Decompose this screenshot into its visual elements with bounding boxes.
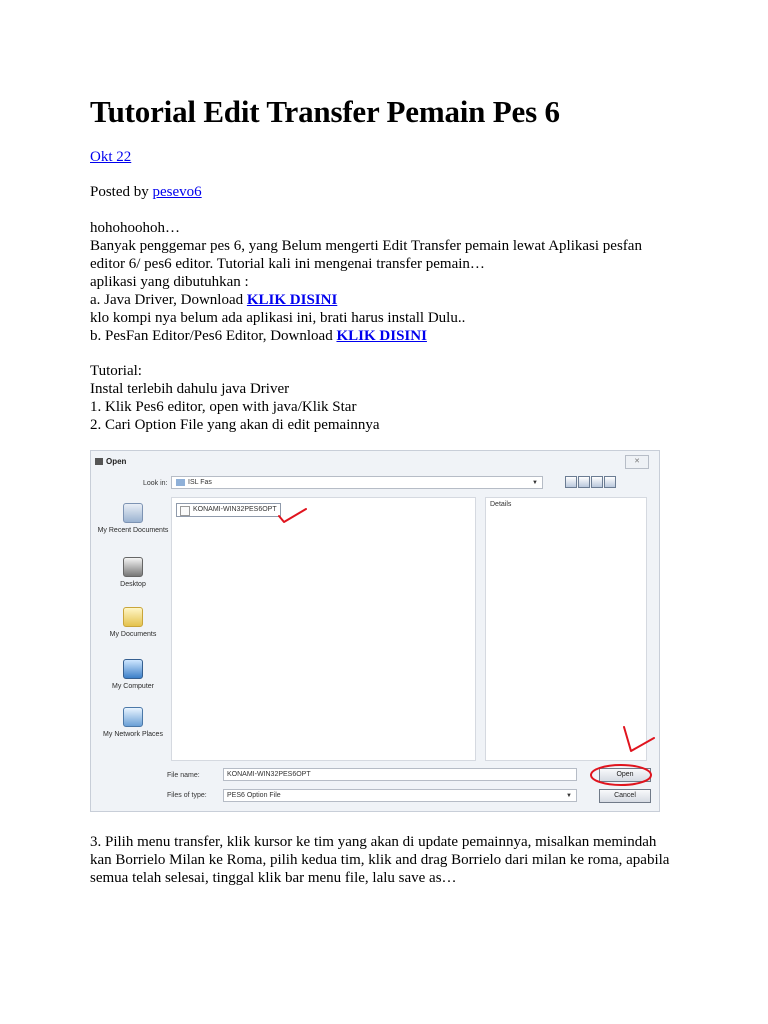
place-recent[interactable] (95, 503, 171, 535)
step3-line: semua telah selesai, tinggal klik bar menu file, lalu save as… (90, 870, 457, 886)
file-name-label: File name: (167, 772, 200, 779)
file-name-field[interactable]: KONAMI-WIN32PES6OPT (223, 768, 577, 781)
step3-line: 3. Pilih menu transfer, klik kursor ke tim yang akan di update pemainnya, misalkan memindah (90, 834, 657, 850)
file-list[interactable] (171, 497, 476, 761)
place-label: My Documents (109, 631, 157, 638)
chevron-down-icon: ▼ (566, 793, 572, 799)
files-of-type-value: PES6 Option File (227, 792, 281, 799)
recent-documents-icon (123, 503, 143, 523)
pesfan-download-link[interactable]: KLIK DISINI (336, 328, 427, 344)
pesfan-editor-line (90, 327, 690, 345)
view-menu-icon[interactable] (604, 476, 616, 488)
dialog-title-text: Open (106, 457, 127, 466)
place-label: My Computer (111, 683, 154, 690)
java-download-link[interactable]: KLIK DISINI (246, 292, 338, 308)
up-folder-icon[interactable] (578, 476, 590, 488)
folder-icon (176, 479, 185, 486)
step3-paragraph (90, 833, 690, 887)
open-dialog-screenshot (90, 450, 660, 812)
tutorial-line: 2. Cari Option File yang akan di edit pemainnya (90, 417, 380, 433)
details-label: Details (490, 501, 512, 508)
places-bar (95, 497, 171, 761)
article-title: Tutorial Edit Transfer Pemain Pes 6 (90, 94, 560, 129)
cancel-button[interactable]: Cancel (599, 789, 651, 803)
intro-line: editor 6/ pes6 editor. Tutorial kali ini mengenai transfer pemain… (90, 256, 485, 272)
java-driver-text: a. Java Driver, Download (90, 292, 247, 308)
tutorial-paragraph (90, 362, 690, 434)
file-name-text: KONAMI-WIN32PES6OPT (193, 506, 277, 513)
toolbar-icons (565, 476, 617, 490)
look-in-label: Look in: (143, 480, 168, 487)
place-computer[interactable] (95, 659, 171, 691)
intro-line: hohohoohoh… (90, 220, 180, 236)
files-of-type-label: Files of type: (167, 792, 207, 799)
author-link[interactable]: pesevo6 (152, 184, 202, 200)
place-documents[interactable] (95, 607, 171, 639)
date-line (90, 148, 131, 166)
back-icon[interactable] (565, 476, 577, 488)
pesfan-editor-text: b. PesFan Editor/Pes6 Editor, Download (90, 328, 337, 344)
posted-by-label: Posted by (90, 184, 153, 200)
new-folder-icon[interactable] (591, 476, 603, 488)
window-icon (95, 458, 103, 465)
date-link[interactable]: Okt 22 (90, 149, 132, 165)
tutorial-line: 1. Klik Pes6 editor, open with java/Klik Star (90, 399, 357, 415)
place-label: My Recent Documents (97, 527, 169, 534)
chevron-down-icon: ▼ (532, 480, 538, 486)
java-driver-line (90, 291, 690, 309)
desktop-icon (123, 557, 143, 577)
intro-paragraph (90, 219, 690, 345)
details-pane (485, 497, 647, 761)
byline (90, 183, 202, 201)
dialog-title (95, 457, 126, 466)
place-label: My Network Places (103, 731, 163, 738)
place-label: Desktop (120, 581, 146, 588)
intro-line: aplikasi yang dibutuhkan : (90, 274, 249, 290)
intro-line: Banyak penggemar pes 6, yang Belum mengerti Edit Transfer pemain lewat Aplikasi pesfan (90, 238, 642, 254)
look-in-value: ISL Fas (188, 479, 212, 486)
computer-icon (123, 659, 143, 679)
look-in-dropdown[interactable] (171, 476, 543, 489)
documents-folder-icon (123, 607, 143, 627)
tutorial-line: Instal terlebih dahulu java Driver (90, 381, 290, 397)
step3-line: kan Borrielo Milan ke Roma, pilih kedua tim, klik and drag Borrielo dari milan ke roma, apabila (90, 852, 670, 868)
intro-line: klo kompi nya belum ada aplikasi ini, brati harus install Dulu.. (90, 310, 466, 326)
open-button[interactable]: Open (599, 768, 651, 782)
place-desktop[interactable] (95, 557, 171, 589)
tutorial-line: Tutorial: (90, 363, 142, 379)
place-network[interactable] (95, 707, 171, 739)
files-of-type-dropdown[interactable] (223, 789, 577, 802)
file-list-item[interactable] (176, 503, 281, 517)
file-icon (180, 506, 190, 516)
network-places-icon (123, 707, 143, 727)
close-button[interactable]: ✕ (625, 455, 649, 469)
